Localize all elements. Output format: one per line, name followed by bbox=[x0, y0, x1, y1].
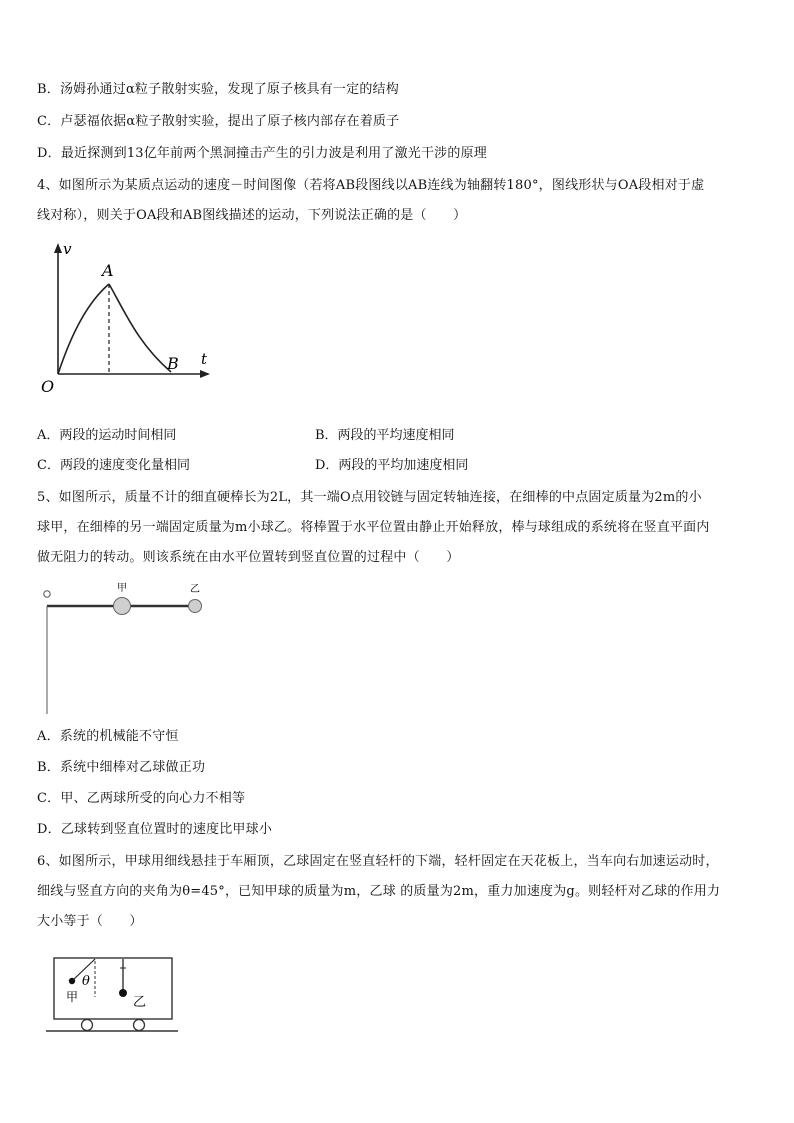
oa-curve bbox=[58, 284, 109, 374]
q5-stem-line1: 5、如图所示，质量不计的细直硬棒长为2L，其一端O点用铰链与固定转轴连接，在细棒的中点固定质量为2m的小 bbox=[37, 490, 702, 505]
q5-stem-line2: 球甲，在细棒的另一端固定质量为m小球乙。将棒置于水平位置由静止开始释放，棒与球组成的系统将在竖直平面内 bbox=[37, 520, 710, 535]
v-axis-arrow bbox=[54, 243, 62, 253]
ball-yi-label: 乙 bbox=[133, 995, 147, 1010]
q4-option-a: A．两段的运动时间相同 bbox=[37, 428, 177, 443]
q4-stem-line1: 4、如图所示为某质点运动的速度－时间图像（若将AB段图线以AB连线为轴翻转180°，图线形状与OA段相对于虚 bbox=[37, 178, 705, 193]
q4-option-d: D．两段的平均加速度相同 bbox=[315, 458, 469, 473]
q5-option-b: B．系统中细棒对乙球做正功 bbox=[37, 760, 206, 775]
q5-option-c: C．甲、乙两球所受的向心力不相等 bbox=[37, 791, 246, 806]
q6-stem-line3: 大小等于（ ） bbox=[37, 914, 143, 929]
point-a-label: A bbox=[102, 261, 114, 280]
q4-velocity-time-graph bbox=[36, 240, 236, 410]
q4-option-b: B．两段的平均速度相同 bbox=[315, 428, 455, 443]
theta-label: θ bbox=[82, 974, 90, 989]
q4-option-c: C．两段的速度变化量相同 bbox=[37, 458, 190, 473]
q3-option-c: C．卢瑟福依据α粒子散射实验，提出了原子核内部存在着质子 bbox=[37, 114, 400, 129]
q5-option-a: A．系统的机械能不守恒 bbox=[37, 729, 179, 744]
ab-curve bbox=[109, 284, 171, 372]
v-axis-label: v bbox=[63, 240, 72, 258]
q5-stem-line3: 做无阻力的转动。则该系统在由水平位置转到竖直位置的过程中（ ） bbox=[37, 550, 460, 565]
point-b-label: B bbox=[167, 354, 179, 373]
q6-cart-figure bbox=[44, 955, 184, 1035]
ball-jia bbox=[114, 598, 131, 615]
q6-stem-line2: 细线与竖直方向的夹角为θ=45°，已知甲球的质量为m，乙球 的质量为2m，重力加速度为g。则轻杆对乙球的作用力 bbox=[37, 884, 721, 899]
q3-option-b: B．汤姆孙通过α粒子散射实验，发现了原子核具有一定的结构 bbox=[37, 82, 399, 97]
left-wheel bbox=[82, 1020, 93, 1031]
ball-jia-label: 甲 bbox=[117, 583, 127, 594]
cart-body bbox=[54, 958, 172, 1019]
t-axis-arrow bbox=[200, 370, 210, 378]
q6-stem-line1: 6、如图所示，甲球用细线悬挂于车厢顶，乙球固定在竖直轻杆的下端，轻杆固定在天花板上，当车向右加速运动时， bbox=[37, 854, 719, 869]
ball-yi bbox=[189, 600, 202, 613]
ball-yi-label: 乙 bbox=[190, 584, 200, 595]
q3-option-d: D．最近探测到13亿年前两个黑洞撞击产生的引力波是利用了激光干涉的原理 bbox=[37, 146, 487, 161]
pivot-o bbox=[44, 591, 50, 597]
q4-stem-line2: 线对称），则关于OA段和AB图线描述的运动，下列说法正确的是（ ） bbox=[37, 208, 467, 223]
q5-rod-figure bbox=[36, 578, 216, 718]
q5-option-d: D．乙球转到竖直位置时的速度比甲球小 bbox=[37, 822, 273, 837]
right-wheel bbox=[134, 1020, 145, 1031]
ball-jia-label: 甲 bbox=[66, 990, 79, 1004]
origin-label: O bbox=[41, 377, 55, 396]
ball-jia bbox=[69, 978, 75, 984]
ball-yi bbox=[119, 989, 127, 997]
t-axis-label: t bbox=[201, 350, 208, 368]
